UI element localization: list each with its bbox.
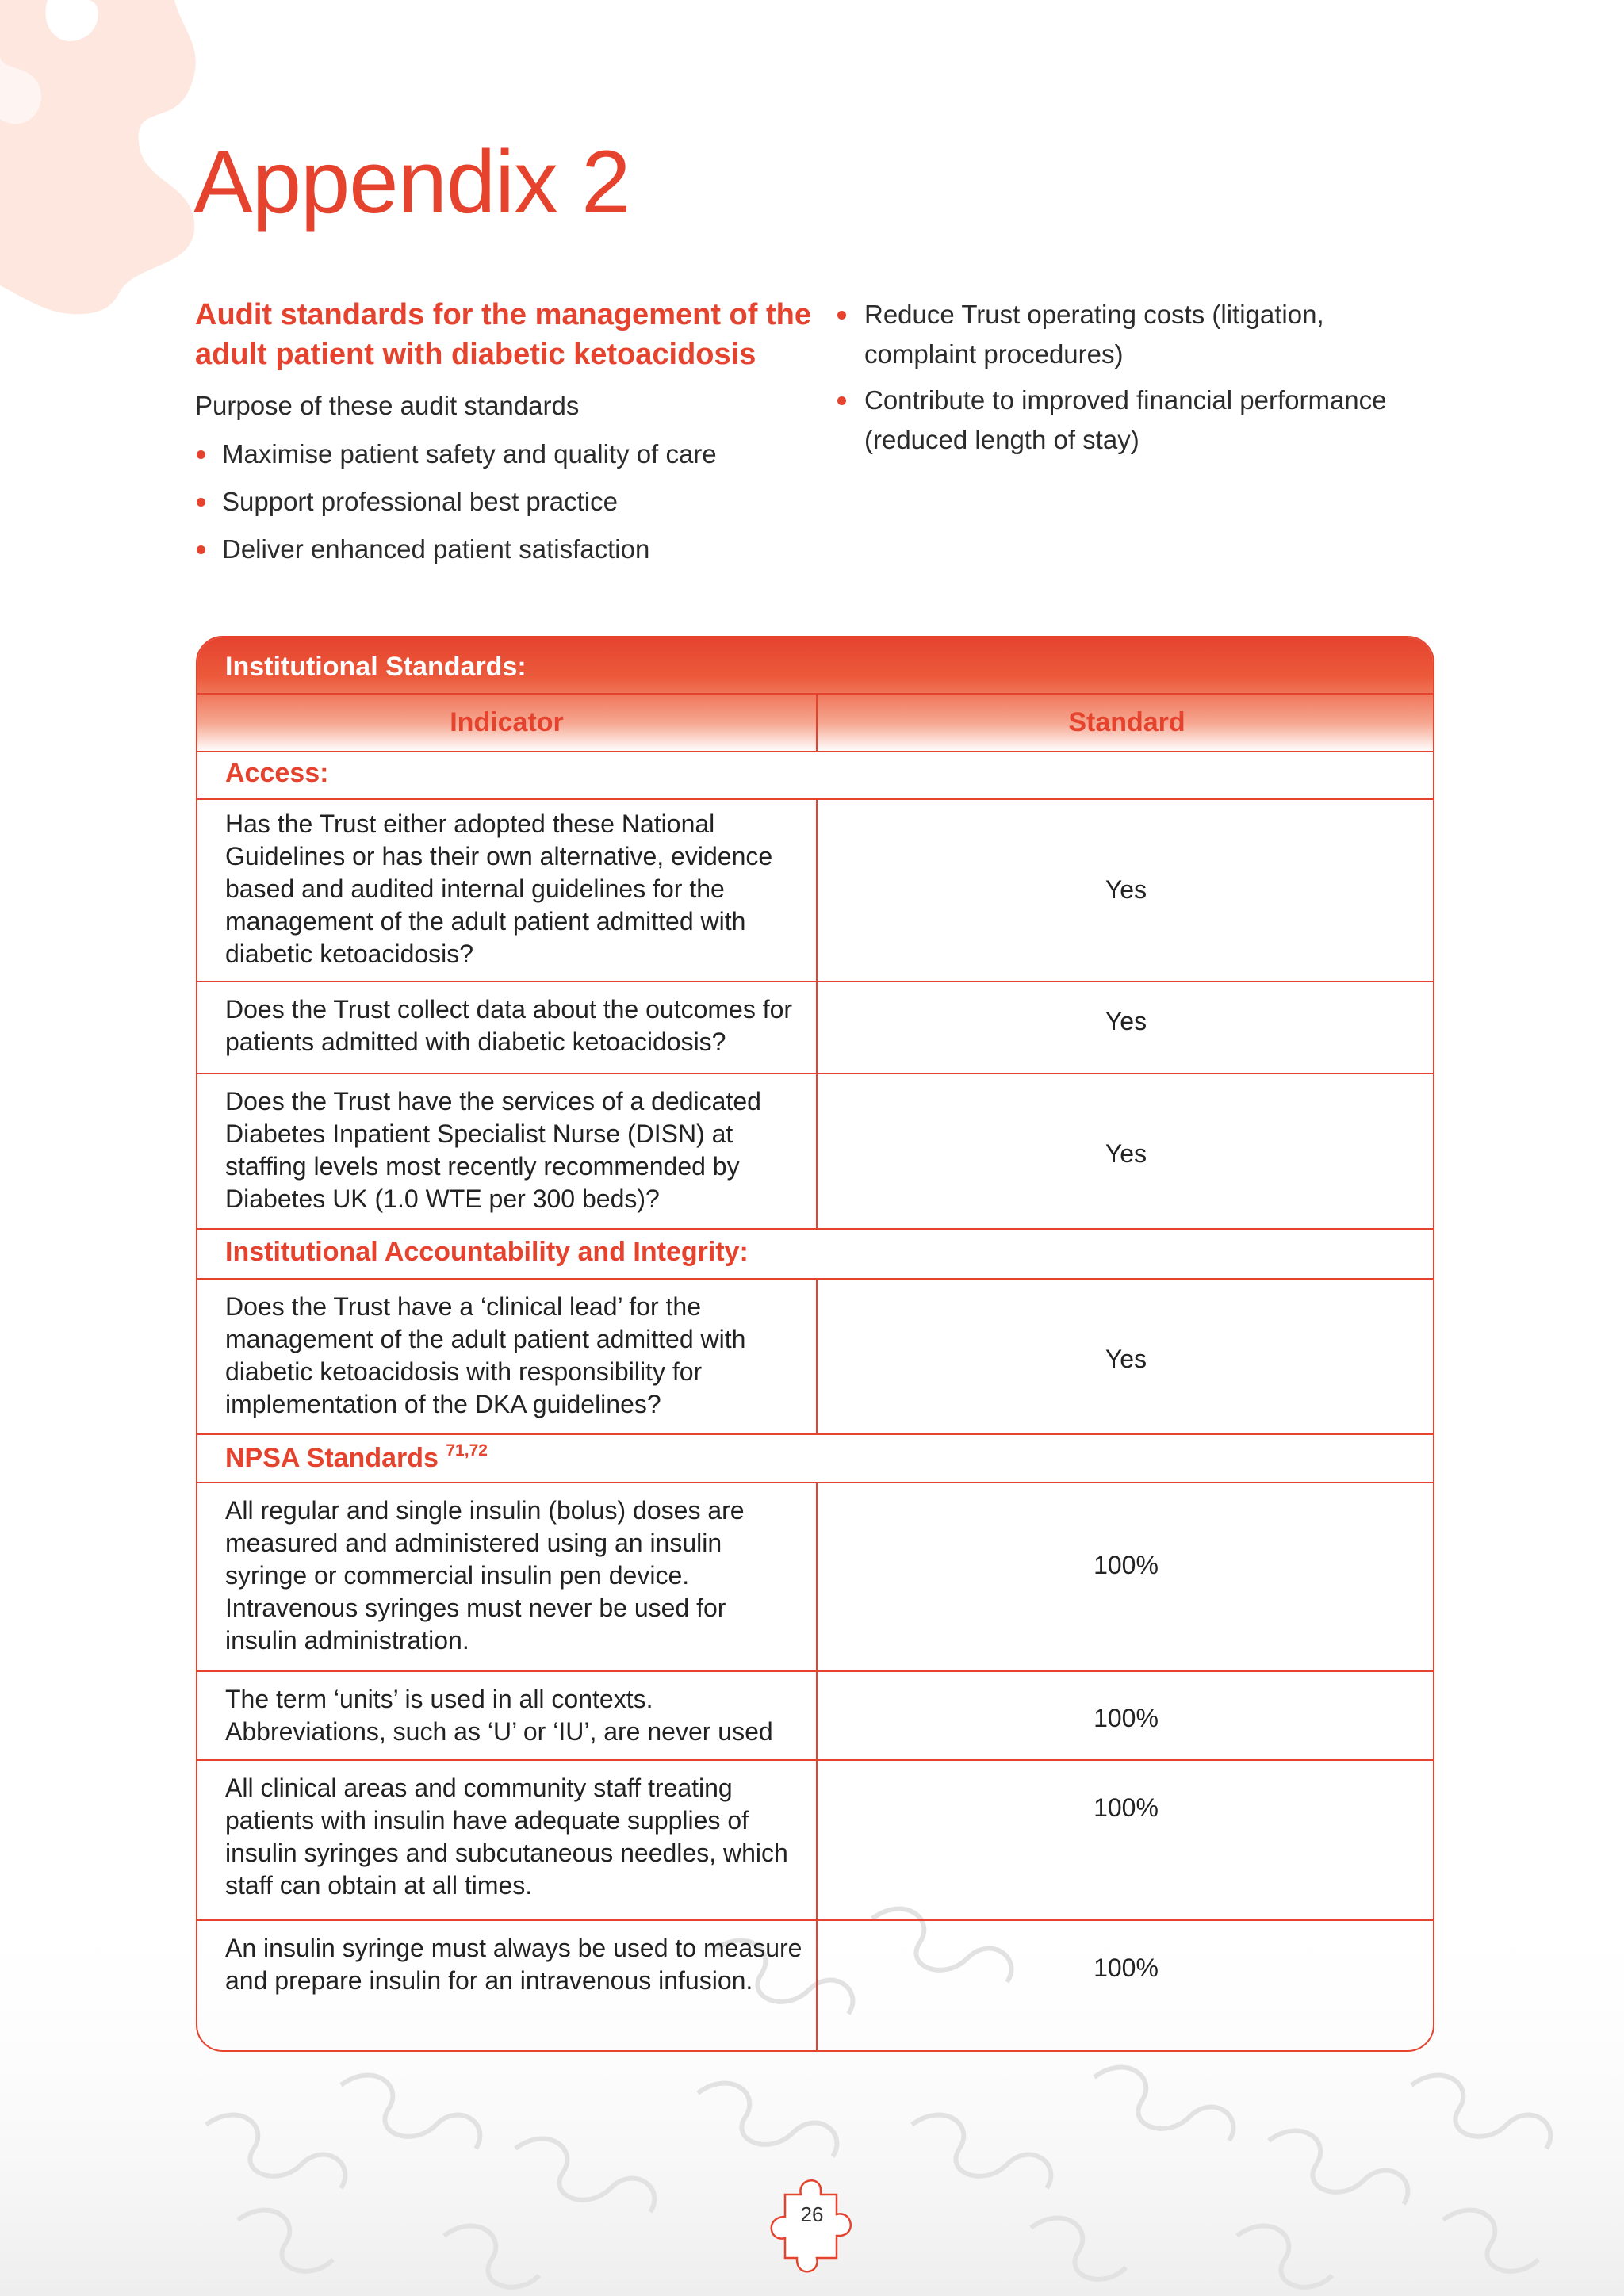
table-row-indicator: Does the Trust have the services of a dedicated Diabetes Inpatient Specialist Nurse (DISN) at staffing levels most recently recommended by Diabetes UK (1.0 WTE per 300 beds)? <box>225 1087 761 1213</box>
divider <box>197 1228 1433 1230</box>
right-column <box>837 295 1440 466</box>
left-column <box>195 295 814 577</box>
divider <box>197 693 1433 695</box>
bullet-icon <box>837 311 846 320</box>
standards-table <box>196 636 1434 2052</box>
table-row-indicator: The term ‘units’ is used in all contexts. Abbreviations, such as ‘U’ or ‘IU’, are never used <box>225 1685 773 1746</box>
reference-superscript: 71,72 <box>446 1441 488 1460</box>
bullet-icon <box>837 396 846 405</box>
divider <box>197 1433 1433 1435</box>
table-row-indicator: Has the Trust either adopted these National Guidelines or has their own alternative, evidence based and audited internal guidelines for the management of the adult patient admitted with diabetic ketoacidosis? <box>225 809 773 968</box>
list-item: Contribute to improved financial performance (reduced length of stay) <box>837 381 1440 460</box>
divider <box>197 981 1433 982</box>
bullet-icon <box>197 545 205 554</box>
table-row-standard: Yes <box>1105 1139 1147 1168</box>
divider <box>197 1073 1433 1074</box>
section-accountability: Institutional Accountability and Integrity: <box>225 1237 749 1267</box>
table-row-standard: 100% <box>1094 1551 1159 1579</box>
divider <box>197 1482 1433 1483</box>
table-row-standard: 100% <box>1094 1704 1159 1732</box>
column-header-indicator: Indicator <box>450 707 564 737</box>
benefit-list <box>837 295 1440 460</box>
page-number: 26 <box>800 2202 824 2226</box>
table-row-indicator: Does the Trust collect data about the outcomes for patients admitted with diabetic ketoacidosis? <box>225 995 793 1056</box>
divider <box>197 1759 1433 1761</box>
divider <box>197 1919 1433 1921</box>
table-row-standard: Yes <box>1105 875 1147 904</box>
table-title: Institutional Standards: <box>225 652 527 682</box>
puzzle-decoration-icon <box>0 0 222 317</box>
table-row-indicator: All regular and single insulin (bolus) doses are measured and administered using an insulin syringe or commercial insulin pen device. Intravenous syringes must never be used for insulin administration. <box>225 1496 745 1655</box>
divider <box>197 1278 1433 1280</box>
column-header-standard: Standard <box>1068 707 1185 737</box>
section-access: Access: <box>225 758 329 788</box>
purpose-text: Purpose of these audit standards <box>195 391 580 420</box>
table-row-standard: 100% <box>1094 1954 1159 1982</box>
divider <box>197 798 1433 800</box>
list-item: Support professional best practice <box>195 482 814 522</box>
list-item: Maximise patient safety and quality of care <box>195 434 814 474</box>
table-row-standard: Yes <box>1105 1007 1147 1035</box>
list-item: Deliver enhanced patient satisfaction <box>195 530 814 569</box>
list-item: Reduce Trust operating costs (litigation, complaint procedures) <box>837 295 1440 374</box>
table-row-indicator: Does the Trust have a ‘clinical lead’ for the management of the adult patient admitted with diabetic ketoacidosis with responsibility for implementation of the DKA guidelines? <box>225 1292 746 1418</box>
table-row-standard: 100% <box>1094 1793 1159 1822</box>
bullet-icon <box>197 450 205 459</box>
divider <box>197 751 1433 752</box>
page-title: Appendix 2 <box>193 132 630 232</box>
bullet-icon <box>197 498 205 507</box>
section-heading: Audit standards for the management of the adult patient with diabetic ketoacidosis <box>195 298 811 371</box>
purpose-list <box>195 434 814 569</box>
section-npsa: NPSA Standards $^{71,72}$ <box>225 1441 488 1473</box>
table-row-standard: Yes <box>1105 1345 1147 1373</box>
table-row-indicator: An insulin syringe must always be used to measure and prepare insulin for an intravenous infusion. <box>225 1934 802 1995</box>
table-row-indicator: All clinical areas and community staff treating patients with insulin have adequate supplies of insulin syringes and subcutaneous needles, which staff can obtain at all times. <box>225 1774 788 1900</box>
divider <box>197 1670 1433 1672</box>
